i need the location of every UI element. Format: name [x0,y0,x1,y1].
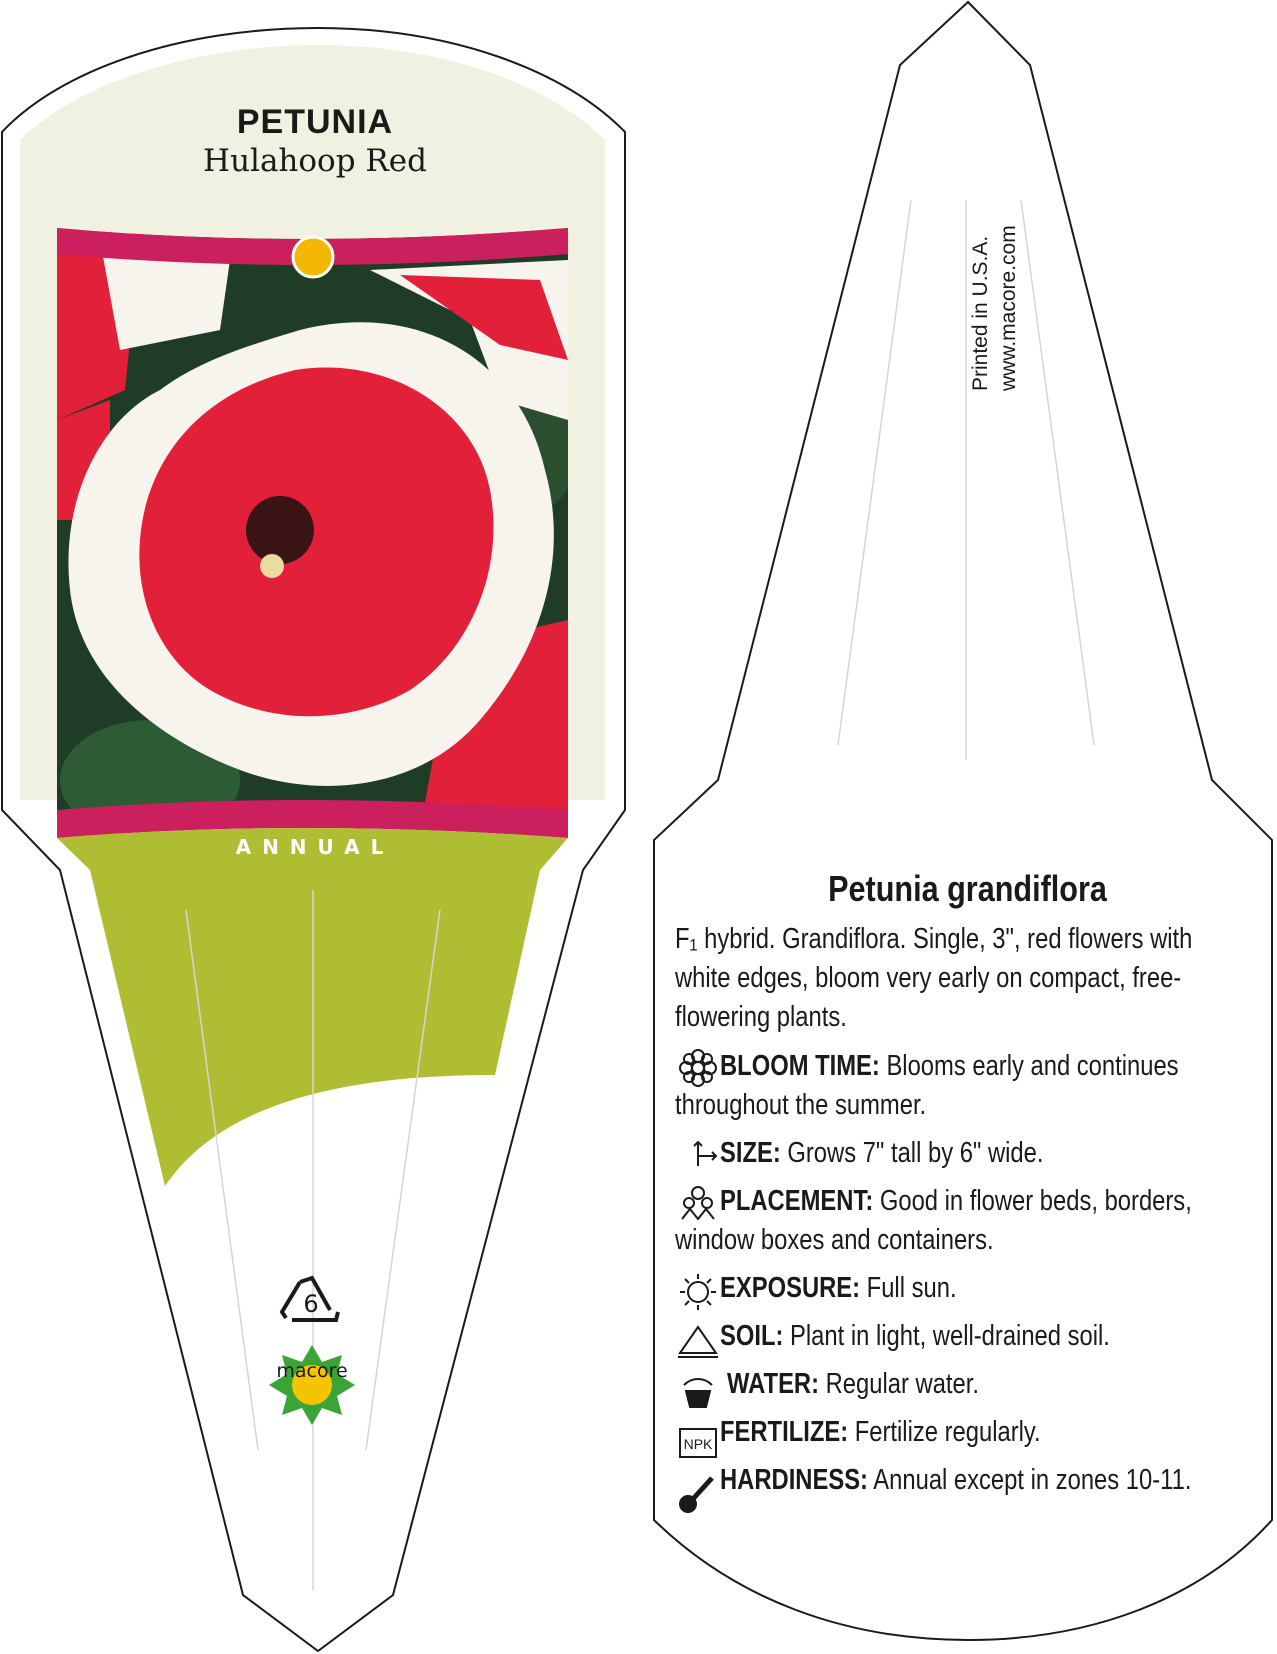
plant-description [675,920,1265,1037]
species-title: Petunia grandiflora [828,868,1107,909]
care-bloom-time [675,1047,1265,1125]
care-label: PLACEMENT: [720,1185,874,1217]
flower-photo [57,228,580,840]
care-label: FERTILIZE: [720,1416,849,1448]
printer-info [967,131,1023,391]
care-text-continued: window boxes and containers. [675,1224,994,1256]
plant-common-name: PETUNIA [236,103,394,141]
care-soil [675,1317,1265,1356]
care-size [675,1134,1265,1173]
care-label: BLOOM TIME: [720,1050,880,1082]
description-text: F₁ hybrid. Grandiflora. Single, 3", red flowers with white edges, bloom very early on compact, free-flowering plants. [675,923,1193,1033]
care-placement [675,1182,1265,1260]
care-text: Good in flower beds, borders, [873,1185,1192,1217]
brand-name: macore [276,1360,348,1382]
care-text-continued: throughout the summer. [675,1089,927,1121]
care-exposure [675,1269,1265,1308]
care-text: Full sun. [860,1272,957,1304]
care-label: SIZE: [720,1137,781,1169]
care-text: Regular water. [819,1368,979,1400]
printed-in-text: Printed in U.S.A. [969,235,992,391]
plant-variety-name: Hulahoop Red [203,143,427,179]
sun-indicator-dot [293,237,333,277]
recycle-code: 6 [303,1290,319,1318]
care-label: EXPOSURE: [720,1272,861,1304]
care-text: Plant in light, well-drained soil. [783,1320,1110,1352]
svg-text:NPK: NPK [683,1436,713,1452]
care-label: HARDINESS: [720,1464,868,1496]
care-label: WATER: [727,1368,820,1400]
care-text: Annual except in zones 10-11. [867,1464,1192,1496]
care-text: Grows 7" tall by 6" wide. [780,1137,1044,1169]
care-text: Fertilize regularly. [848,1416,1041,1448]
care-hardiness [675,1461,1265,1500]
care-water [675,1365,1265,1404]
plant-category-label: ANNUAL [235,835,395,859]
care-fertilize [675,1413,1265,1452]
back-info-panel [675,868,1265,1509]
care-text: Blooms early and continues [879,1050,1179,1082]
website-text: www.macore.com [997,225,1020,391]
care-label: SOIL: [720,1320,784,1352]
